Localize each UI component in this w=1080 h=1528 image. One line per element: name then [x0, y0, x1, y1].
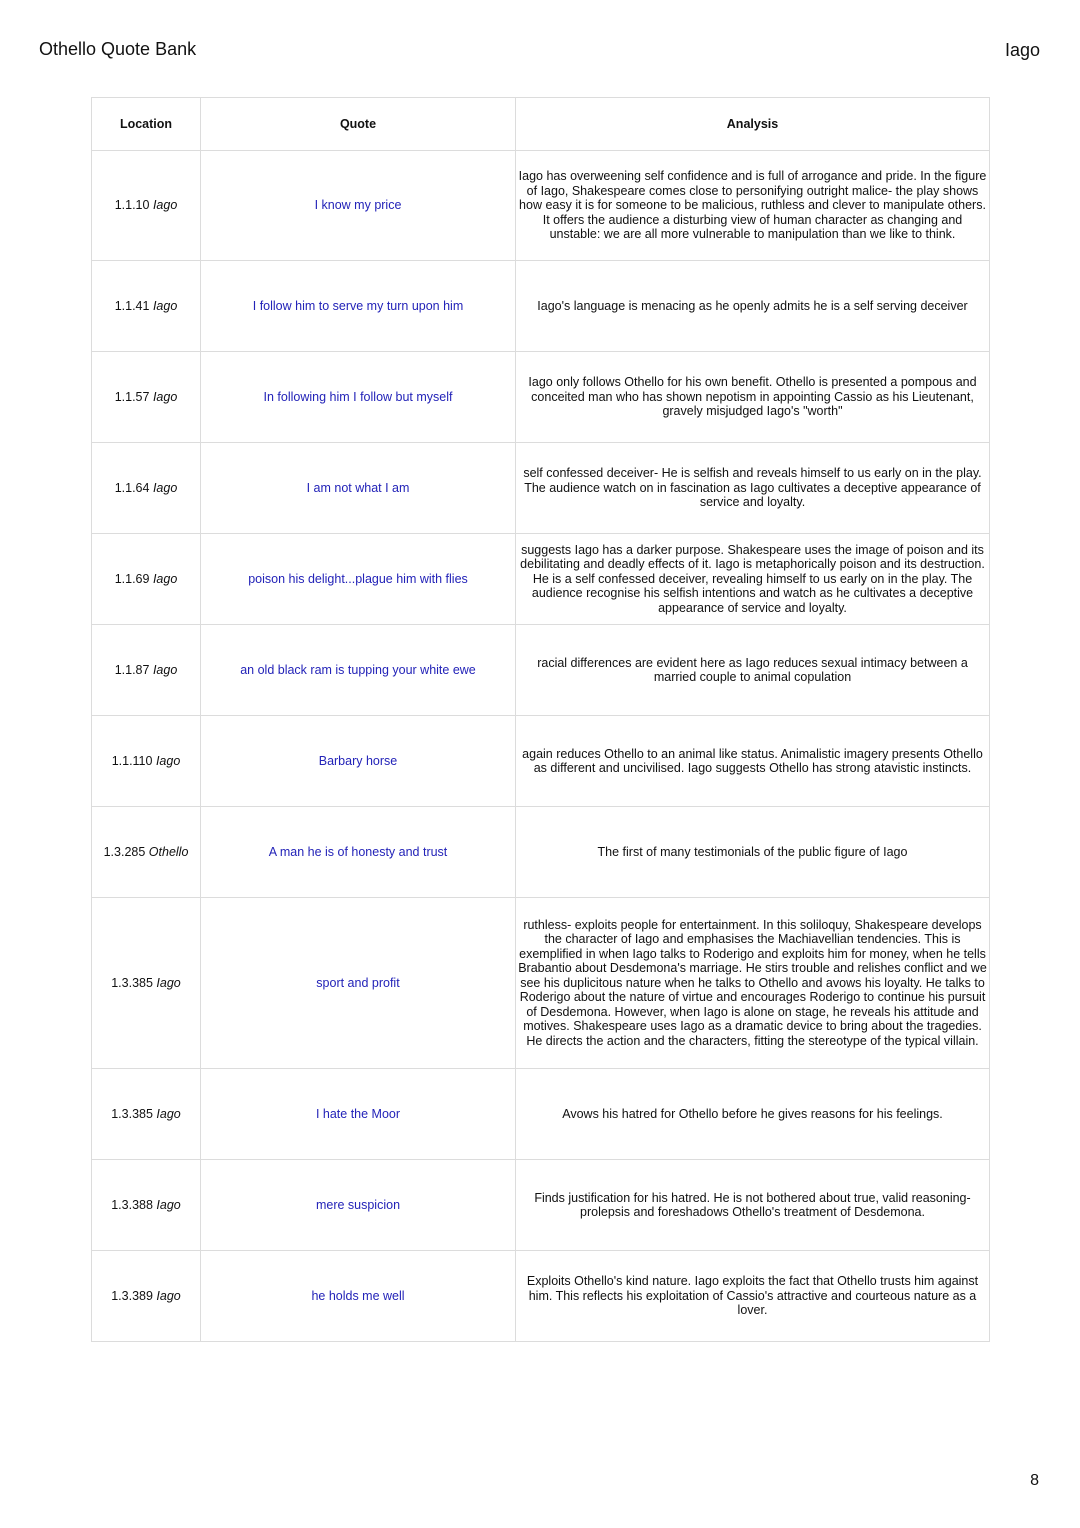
- table-row: [92, 443, 990, 534]
- document-title: Othello Quote Bank: [39, 39, 197, 59]
- location-ref: 1.3.388: [111, 1197, 153, 1212]
- analysis-cell: Iago has overweening self confidence and is full of arrogance and pride. In the figure of Iago, Shakespeare comes close to personifying outright malice- the play shows how easy it is for someone to be malicious, ruthless and clever to manipulate others. It offers the audience a disturbing view of human character as changing and unstable: we are all more vulnerable to manipulation than we like to think.: [516, 151, 990, 261]
- analysis-cell: again reduces Othello to an animal like status. Animalistic imagery presents Othello as different and uncivilised. Iago suggests Othello has strong atavistic instincts.: [516, 716, 990, 807]
- page-number: 8: [1030, 1472, 1039, 1489]
- table-row: [92, 807, 990, 898]
- column-header-quote: Quote: [201, 98, 516, 151]
- analysis-cell: ruthless- exploits people for entertainment. In this soliloquy, Shakespeare develops the character of Iago and emphasises the Machiavellian tendencies. This is exemplified in when Iago talks to Roderigo and exploits him for money, when he tells Brabantio about Desdemona's marriage. He stirs trouble and relishes conflict and we see his duplicitous nature when he talks to Othello and avows his loyalty. He talks to Roderigo about the nature of virtue and encourages Roderigo to continue his pursuit of Desdemona. However, when Iago is alone on stage, he reveals his attitude and motives. Shakespeare uses Iago as a dramatic device to bring about the tragedies. He directs the action and the characters, fitting the stereotype of the typical villain.: [516, 898, 990, 1069]
- location-cell: [92, 807, 201, 898]
- location-speaker: Iago: [156, 1288, 181, 1303]
- analysis-cell: Avows his hatred for Othello before he gives reasons for his feelings.: [516, 1069, 990, 1160]
- location-cell: [92, 261, 201, 352]
- location-cell: [92, 1069, 201, 1160]
- table-row: [92, 1069, 990, 1160]
- analysis-cell: suggests Iago has a darker purpose. Shakespeare uses the image of poison and its debilitating and deadly effects of it. Iago is metaphorically poison and its destruction. He is a self confessed deceiver, revealing himself to us early on in the play. The audience recognise his selfish intentions and watch as he cultivates a deceptive appearance of service and loyalty.: [516, 534, 990, 625]
- table-row: [92, 534, 990, 625]
- quote-cell: I know my price: [201, 151, 516, 261]
- location-ref: 1.1.64: [114, 480, 150, 495]
- location-cell: [92, 1160, 201, 1251]
- quote-table: [91, 97, 990, 1342]
- table-row: [92, 1251, 990, 1342]
- location-cell: [92, 625, 201, 716]
- location-ref: 1.1.41: [114, 298, 150, 313]
- location-cell: [92, 534, 201, 625]
- location-cell: [92, 716, 201, 807]
- table-row: [92, 261, 990, 352]
- analysis-cell: Iago only follows Othello for his own benefit. Othello is presented a pompous and conceited man who has shown nepotism in appointing Cassio as his Lieutenant, gravely misjudged Iago's "worth": [516, 352, 990, 443]
- quote-cell: In following him I follow but myself: [201, 352, 516, 443]
- analysis-cell: racial differences are evident here as Iago reduces sexual intimacy between a married couple to animal copulation: [516, 625, 990, 716]
- table-row: [92, 352, 990, 443]
- location-speaker: Iago: [152, 298, 178, 313]
- table-row: [92, 1160, 990, 1251]
- location-ref: 1.3.285: [103, 844, 146, 859]
- location-cell: [92, 151, 201, 261]
- column-header-location: Location: [92, 98, 201, 151]
- location-ref: 1.3.385: [111, 1106, 153, 1121]
- location-speaker: Iago: [152, 198, 178, 213]
- analysis-cell: The first of many testimonials of the public figure of Iago: [516, 807, 990, 898]
- location-ref: 1.3.389: [111, 1288, 153, 1303]
- quote-cell: I am not what I am: [201, 443, 516, 534]
- location-speaker: Iago: [152, 389, 178, 404]
- character-heading: Iago: [1004, 40, 1040, 60]
- table-header-row: [92, 98, 990, 151]
- quote-cell: A man he is of honesty and trust: [201, 807, 516, 898]
- location-cell: [92, 1251, 201, 1342]
- quote-cell: sport and profit: [201, 898, 516, 1069]
- location-cell: [92, 352, 201, 443]
- table-row: [92, 898, 990, 1069]
- quote-cell: mere suspicion: [201, 1160, 516, 1251]
- table-row: [92, 716, 990, 807]
- location-ref: 1.1.69: [114, 571, 150, 586]
- quote-cell: I follow him to serve my turn upon him: [201, 261, 516, 352]
- location-ref: 1.3.385: [111, 975, 153, 990]
- location-speaker: Iago: [156, 975, 181, 990]
- quote-cell: an old black ram is tupping your white ewe: [201, 625, 516, 716]
- table-row: [92, 151, 990, 261]
- analysis-cell: Finds justification for his hatred. He is not bothered about true, valid reasoning- prolepsis and foreshadows Othello's treatment of Desdemona.: [516, 1160, 990, 1251]
- quote-cell: Barbary horse: [201, 716, 516, 807]
- location-speaker: Iago: [152, 662, 178, 677]
- analysis-cell: Exploits Othello's kind nature. Iago exploits the fact that Othello trusts him against him. This reflects his exploitation of Cassio's attractive and courteous nature as a lover.: [516, 1251, 990, 1342]
- location-ref: 1.1.10: [114, 198, 150, 213]
- location-speaker: Iago: [152, 480, 178, 495]
- location-ref: 1.1.110: [111, 753, 153, 768]
- analysis-cell: Iago's language is menacing as he openly admits he is a self serving deceiver: [516, 261, 990, 352]
- location-speaker: Iago: [155, 753, 181, 768]
- analysis-cell: self confessed deceiver- He is selfish and reveals himself to us early on in the play. The audience watch on in fascination as Iago cultivates a deceptive appearance of service and loyalty.: [516, 443, 990, 534]
- table-row: [92, 625, 990, 716]
- location-cell: [92, 898, 201, 1069]
- quote-cell: he holds me well: [201, 1251, 516, 1342]
- quote-cell: poison his delight...plague him with flies: [201, 534, 516, 625]
- location-speaker: Iago: [152, 571, 178, 586]
- column-header-analysis: Analysis: [516, 98, 990, 151]
- location-ref: 1.1.57: [114, 389, 150, 404]
- location-speaker: Iago: [156, 1197, 181, 1212]
- location-ref: 1.1.87: [114, 662, 150, 677]
- location-speaker: Iago: [156, 1106, 181, 1121]
- location-speaker: Othello: [148, 844, 189, 859]
- location-cell: [92, 443, 201, 534]
- quote-cell: I hate the Moor: [201, 1069, 516, 1160]
